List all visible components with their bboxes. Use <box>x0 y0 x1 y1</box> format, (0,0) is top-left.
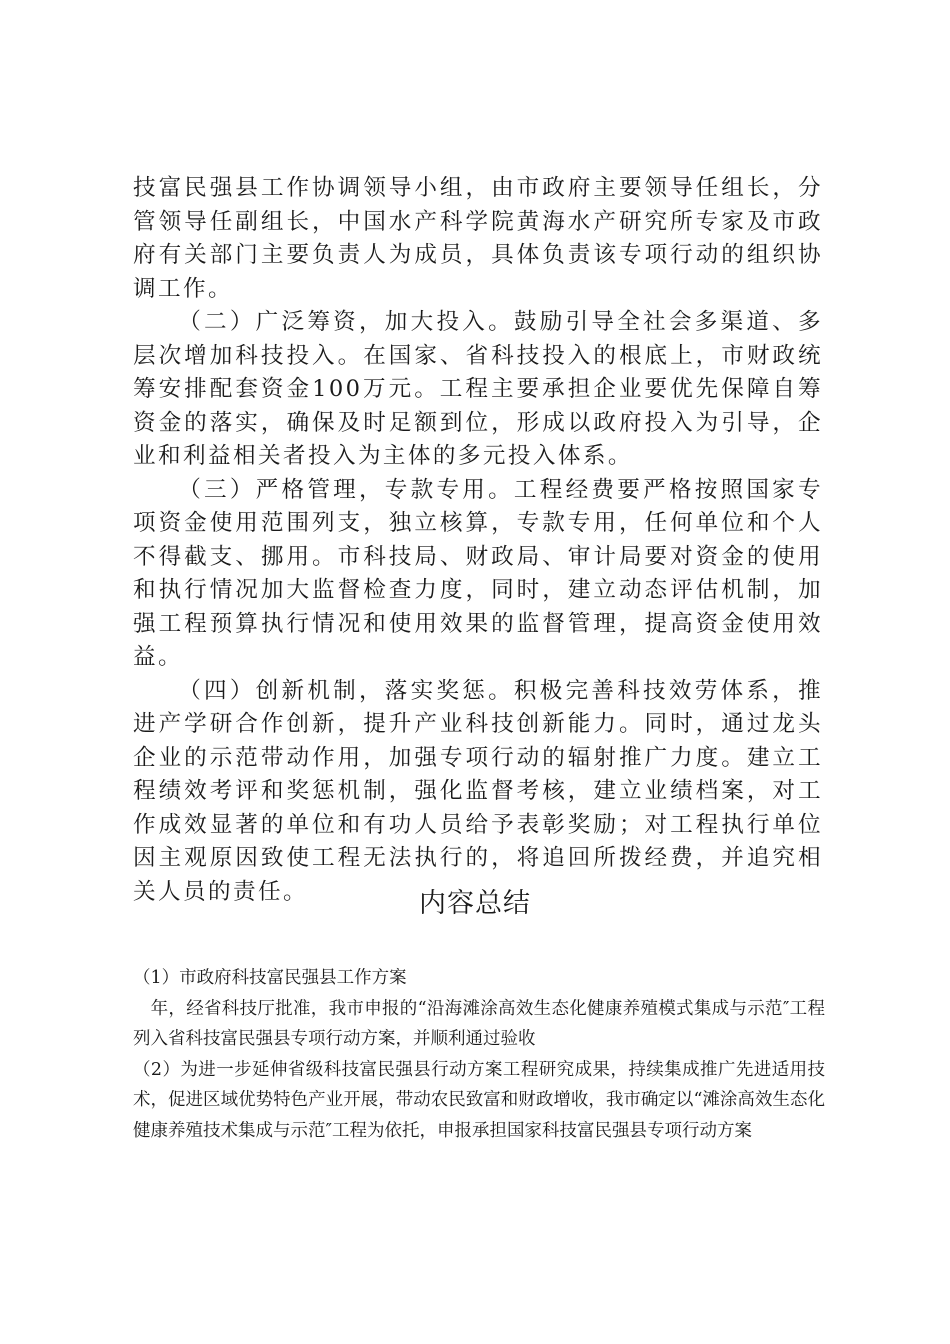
body-paragraph-mechanism: （四）创新机制，落实奖惩。积极完善科技效劳体系，推进产学研合作创新，提升产业科技创新能力。同时，通过龙头企业的示范带动作用，加强专项行动的辐射推广力度。建立工程绩效考评和奖惩机制，强化监督考核，建立业绩档案，对工作成效显著的单位和有功人员给予表彰奖励；对工程执行单位因主观原因致使工程无法执行的，将追回所拨经费，并追究相关人员的责任。 <box>133 677 823 905</box>
summary-item: （1）市政府科技富民强县工作方案 <box>133 968 407 988</box>
summary-item: （2）为进一步延伸省级科技富民强县行动方案工程研究成果，持续集成推广先进适用技术，促进区域优势特色产业开展，带动农民致富和财政增收，我市确定以“滩涂高效生态化健康养殖技术集成与示范″工程为依托，申报承担国家科技富民强县专项行动方案 <box>133 1059 825 1141</box>
body-paragraph-management: （三）严格管理，专款专用。工程经费要严格按照国家专项资金使用范围列支，独立核算，专款专用，任何单位和个人不得截支、挪用。市科技局、财政局、审计局要对资金的使用和执行情况加大监督检查力度，同时，建立动态评估机制，加强工程预算执行情况和使用效果的监督管理，提高资金使用效益。 <box>133 476 823 670</box>
summary-section <box>133 963 825 1146</box>
body-paragraph-continued: 技富民强县工作协调领导小组，由市政府主要领导任组长，分管领导任副组长，中国水产科学院黄海水产研究所专家及市政府有关部门主要负责人为成员，具体负责该专项行动的组织协调工作。 <box>133 175 823 302</box>
document-body <box>133 172 823 909</box>
summary-item: 年，经省科技厅批准，我市申报的“沿海滩涂高效生态化健康养殖模式集成与示范″工程列入省科技富民强县专项行动方案，并顺利通过验收 <box>133 998 825 1049</box>
body-paragraph-funding: （二）广泛筹资，加大投入。鼓励引导全社会多渠道、多层次增加科技投入。在国家、省科技投入的根底上，市财政统筹安排配套资金100万元。工程主要承担企业要优先保障自筹资金的落实，确保及时足额到位，形成以政府投入为引导，企业和利益相关者投入为主体的多元投入体系。 <box>133 309 823 469</box>
summary-title: 内容总结 <box>419 888 531 919</box>
